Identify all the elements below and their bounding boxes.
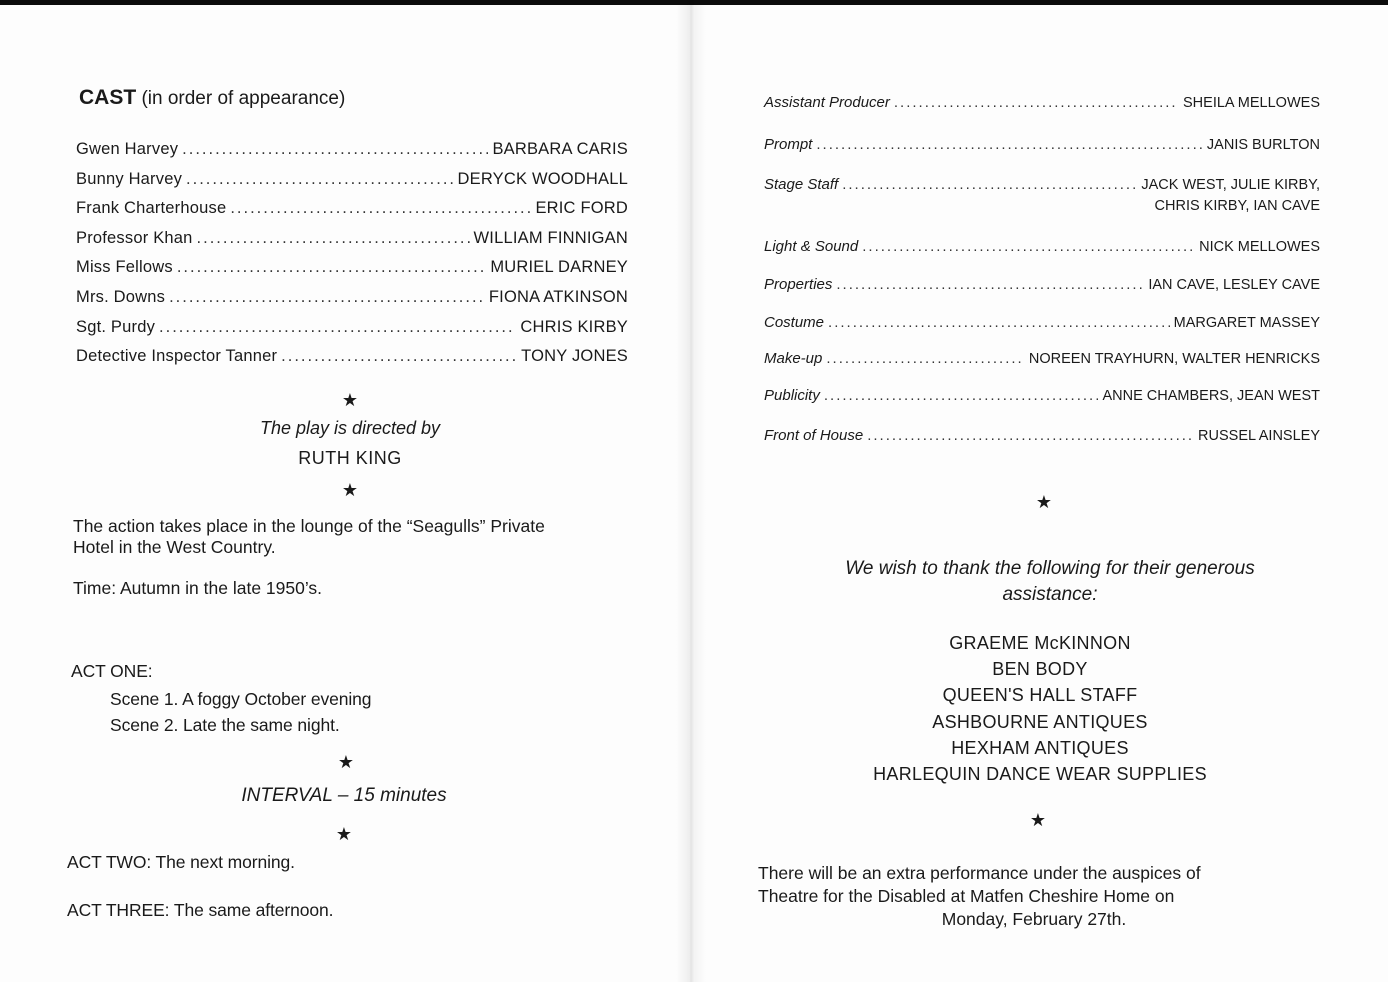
- cast-actor: ERIC FORD: [535, 199, 628, 218]
- scene-1: Scene 1. A foggy October evening: [110, 689, 372, 709]
- leader-dots: [826, 350, 1025, 367]
- star-divider: ★: [1029, 810, 1047, 830]
- scene-2: Scene 2. Late the same night.: [110, 715, 340, 735]
- cast-actor: MURIEL DARNEY: [490, 258, 628, 277]
- cast-row: [76, 229, 628, 259]
- crew-role: Light & Sound: [764, 238, 859, 255]
- crew-role: Publicity: [764, 387, 820, 404]
- act-one-heading: ACT ONE:: [71, 661, 153, 681]
- leader-dots: [836, 276, 1144, 293]
- crew-list: [764, 94, 1320, 467]
- leader-dots: [816, 136, 1203, 153]
- crew-role: Assistant Producer: [764, 94, 890, 111]
- cast-role: Miss Fellows: [76, 258, 173, 277]
- crew-row: [764, 238, 1320, 276]
- crew-role: Costume: [764, 314, 825, 331]
- cast-row: [76, 258, 628, 288]
- cast-actor: TONY JONES: [521, 347, 628, 366]
- thanks-name: GRAEME McKINNON: [949, 633, 1131, 653]
- cast-actor: BARBARA CARIS: [492, 140, 628, 158]
- thanks-line-1: We wish to thank the following for their generous: [845, 558, 1255, 579]
- crew-name: SHEILA MELLOWES: [1183, 95, 1320, 111]
- act-two: ACT TWO: The next morning.: [67, 852, 295, 872]
- crew-row: [764, 176, 1320, 198]
- leader-dots: [894, 94, 1179, 111]
- extra-line-1: There will be an extra performance under the auspices of: [758, 863, 1201, 883]
- cast-row: [76, 318, 628, 348]
- crew-row: [764, 350, 1320, 387]
- cast-actor: CHRIS KIRBY: [520, 317, 628, 336]
- cast-list: [76, 140, 628, 377]
- cast-heading-bold: CAST: [79, 86, 137, 109]
- leader-dots: [230, 199, 531, 218]
- leader-dots: [182, 140, 488, 159]
- crew-name: JACK WEST, JULIE KIRBY,: [1141, 177, 1320, 193]
- crew-row: [764, 276, 1320, 314]
- star-divider: ★: [341, 480, 359, 500]
- crew-role: Properties: [764, 276, 833, 293]
- crew-row: [764, 314, 1320, 350]
- cast-row: [76, 170, 628, 200]
- crew-row: [764, 387, 1320, 427]
- thanks-name: QUEEN'S HALL STAFF: [942, 685, 1138, 706]
- crew-name: IAN CAVE, LESLEY CAVE: [1148, 277, 1320, 293]
- star-divider: ★: [341, 390, 359, 410]
- cast-role: Detective Inspector Tanner: [76, 347, 278, 366]
- cast-row: [76, 288, 628, 318]
- time-text: Time: Autumn in the late 1950’s.: [73, 578, 323, 598]
- leader-dots: [281, 347, 517, 366]
- leader-dots: [862, 238, 1195, 255]
- cast-heading-subtitle: (in order of appearance): [141, 88, 346, 109]
- extra-line-3: Monday, February 27th.: [941, 909, 1127, 929]
- extra-line-2: Theatre for the Disabled at Matfen Cheshire Home on: [758, 886, 1175, 906]
- right-page: [700, 0, 1388, 982]
- leader-dots: [828, 314, 1170, 331]
- cast-role: Professor Khan: [76, 228, 193, 247]
- cast-row: [76, 347, 628, 377]
- leader-dots: [177, 258, 486, 277]
- crew-name: NOREEN TRAYHURN, WALTER HENRICKS: [1028, 351, 1320, 367]
- cast-role: Gwen Harvey: [76, 140, 179, 158]
- star-divider: ★: [337, 752, 355, 772]
- thanks-list: [790, 630, 1290, 787]
- crew-name: MARGARET MASSEY: [1173, 315, 1320, 331]
- leader-dots: [197, 229, 470, 248]
- cast-role: Sgt. Purdy: [76, 317, 156, 336]
- cast-actor: DERYCK WOODHALL: [457, 169, 628, 188]
- director-name: RUTH KING: [298, 448, 402, 468]
- setting-line-1: The action takes place in the lounge of the “Seagulls” Private: [73, 516, 545, 536]
- cast-row: [76, 140, 628, 170]
- crew-row: [764, 427, 1320, 467]
- leader-dots: [824, 387, 1099, 404]
- cast-row: [76, 199, 628, 229]
- crew-name: NICK MELLOWES: [1199, 239, 1320, 255]
- star-divider: ★: [1035, 492, 1053, 512]
- left-page: [0, 0, 680, 982]
- leader-dots: [867, 427, 1194, 444]
- thanks-name: HEXHAM ANTIQUES: [951, 737, 1129, 758]
- extra-performance-note: [758, 862, 1310, 931]
- crew-name: RUSSEL AINSLEY: [1198, 428, 1320, 444]
- cast-role: Mrs. Downs: [76, 287, 166, 306]
- crew-name: JANIS BURLTON: [1206, 137, 1320, 153]
- crew-row: [764, 94, 1320, 136]
- setting-line-2: Hotel in the West Country.: [73, 537, 276, 557]
- leader-dots: [842, 176, 1137, 193]
- cast-role: Bunny Harvey: [76, 169, 183, 188]
- cast-role: Frank Charterhouse: [76, 199, 227, 218]
- crew-role: Make-up: [764, 350, 823, 367]
- thanks-heading: [780, 556, 1320, 608]
- act-three: ACT THREE: The same afternoon.: [67, 900, 334, 920]
- leader-dots: [159, 318, 516, 337]
- directed-by-line: The play is directed by: [259, 418, 441, 438]
- cast-actor: WILLIAM FINNIGAN: [473, 228, 628, 247]
- star-divider: ★: [335, 824, 353, 844]
- leader-dots: [169, 288, 485, 307]
- leader-dots: [186, 170, 453, 189]
- crew-row: [764, 136, 1320, 176]
- crew-name: ANNE CHAMBERS, JEAN WEST: [1102, 388, 1320, 404]
- crew-role: Stage Staff: [764, 176, 839, 193]
- crew-name-continued: CHRIS KIRBY, IAN CAVE: [1154, 198, 1320, 214]
- cast-heading: [79, 86, 345, 110]
- thanks-name: HARLEQUIN DANCE WEAR SUPPLIES: [873, 764, 1207, 785]
- cast-actor: FIONA ATKINSON: [488, 287, 628, 306]
- thanks-name: BEN BODY: [992, 659, 1088, 680]
- thanks-line-2: assistance:: [1002, 584, 1098, 605]
- interval-text: INTERVAL – 15 minutes: [241, 785, 447, 806]
- thanks-name: ASHBOURNE ANTIQUES: [932, 711, 1148, 732]
- setting-text: [73, 516, 633, 558]
- crew-role: Front of House: [764, 427, 864, 444]
- crew-role: Prompt: [764, 136, 813, 153]
